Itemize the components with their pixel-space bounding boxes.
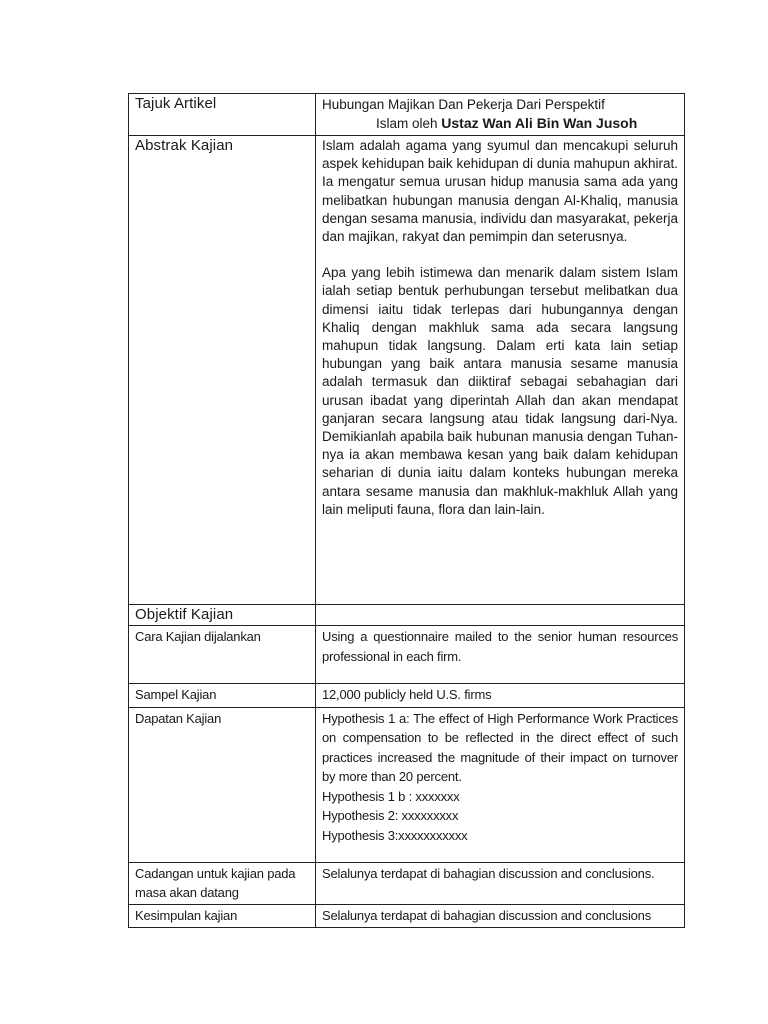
article-review-table: [128, 93, 685, 928]
value-sampel-kajian: 12,000 publicly held U.S. firms: [316, 684, 685, 708]
row-objektif: [129, 605, 685, 626]
row-abstrak: [129, 136, 685, 605]
hypothesis-2: Hypothesis 2: xxxxxxxxx: [322, 808, 459, 823]
value-kesimpulan-kajian: Selalunya terdapat di bahagian discussion and conclusions: [316, 904, 685, 928]
row-cadangan: [129, 862, 685, 904]
label-tajuk-artikel: Tajuk Artikel: [129, 94, 316, 136]
hypothesis-1a: Hypothesis 1 a: The effect of High Performance Work Practices on compensation to be reflected in the direct effect of such practices increased the magnitude of their impact on turnover by more than 20 percent.: [322, 710, 678, 784]
row-dapatan: [129, 707, 685, 862]
row-sampel: [129, 684, 685, 708]
value-objektif-kajian: [316, 605, 685, 626]
row-kesimpulan: [129, 904, 685, 928]
abstract-paragraph-2: Apa yang lebih istimewa dan menarik dalam sistem Islam ialah setiap bentuk perhubungan tersebut melibatkan dua dimensi iaitu tidak terlepas dari hubungannya dengan Khaliq dengan makhluk sama ada secara langsung mahupun tidak langsung. Dalam erti kata lain setiap hubungan yang baik antara manusia sesame manusia adalah termasuk dan diiktiraf sebagai sebahagian dari urusan ibadat yang diperintah Allah dan akan mendapat ganjaran secara langsung atau tidak langsung dari-Nya. Demikianlah apabila baik hubunan manusia dengan Tuhan-nya ia akan membawa kesan yang baik dalam kehidupan seharian di dunia iaitu dalam konteks hubungan mereka antara sesame manusia dan makhluk-makhluk Allah yang lain meliputi fauna, flora dan lain-lain.: [322, 265, 678, 517]
row-cara: [129, 626, 685, 684]
article-author: Ustaz Wan Ali Bin Wan Jusoh: [441, 115, 638, 131]
value-cadangan-kajian: Selalunya terdapat di bahagian discussion and conclusions.: [316, 862, 685, 904]
abstract-paragraph-1: Islam adalah agama yang syumul dan mencakupi seluruh aspek kehidupan baik kehidupan di dunia mahupun akhirat. Ia mengatur semua urusan hidup manusia sama ada yang melibatkan hubungan manusia dengan Al-Khaliq, manusia dengan sesama manusia, individu dan masyarakat, pekerja dan majikan, rakyat dan pemimpin dan seterusnya.: [322, 138, 678, 245]
label-sampel-kajian: Sampel Kajian: [129, 684, 316, 708]
article-title-prefix: Islam oleh: [376, 116, 442, 131]
label-kesimpulan-kajian: Kesimpulan kajian: [129, 904, 316, 928]
row-tajuk: [129, 94, 685, 136]
hypothesis-1b: Hypothesis 1 b : xxxxxxx: [322, 788, 460, 804]
hypothesis-3: Hypothesis 3:xxxxxxxxxxx: [322, 827, 468, 843]
label-dapatan-kajian: Dapatan Kajian: [129, 707, 316, 862]
label-abstrak-kajian: Abstrak Kajian: [129, 136, 316, 605]
value-dapatan-kajian: [316, 707, 685, 862]
label-cadangan-kajian: Cadangan untuk kajian pada masa akan datang: [129, 862, 316, 904]
article-title-line2: [322, 114, 678, 133]
value-cara-kajian: [316, 626, 685, 684]
value-abstrak-kajian: [316, 136, 685, 605]
value-tajuk-artikel: [316, 94, 685, 136]
label-cara-kajian: Cara Kajian dijalankan: [129, 626, 316, 684]
label-objektif-kajian: Objektif Kajian: [129, 605, 316, 626]
article-title-line1: Hubungan Majikan Dan Pekerja Dari Perspektif: [322, 97, 605, 112]
cara-text: Using a questionnaire mailed to the senior human resources professional in each firm.: [322, 629, 678, 664]
